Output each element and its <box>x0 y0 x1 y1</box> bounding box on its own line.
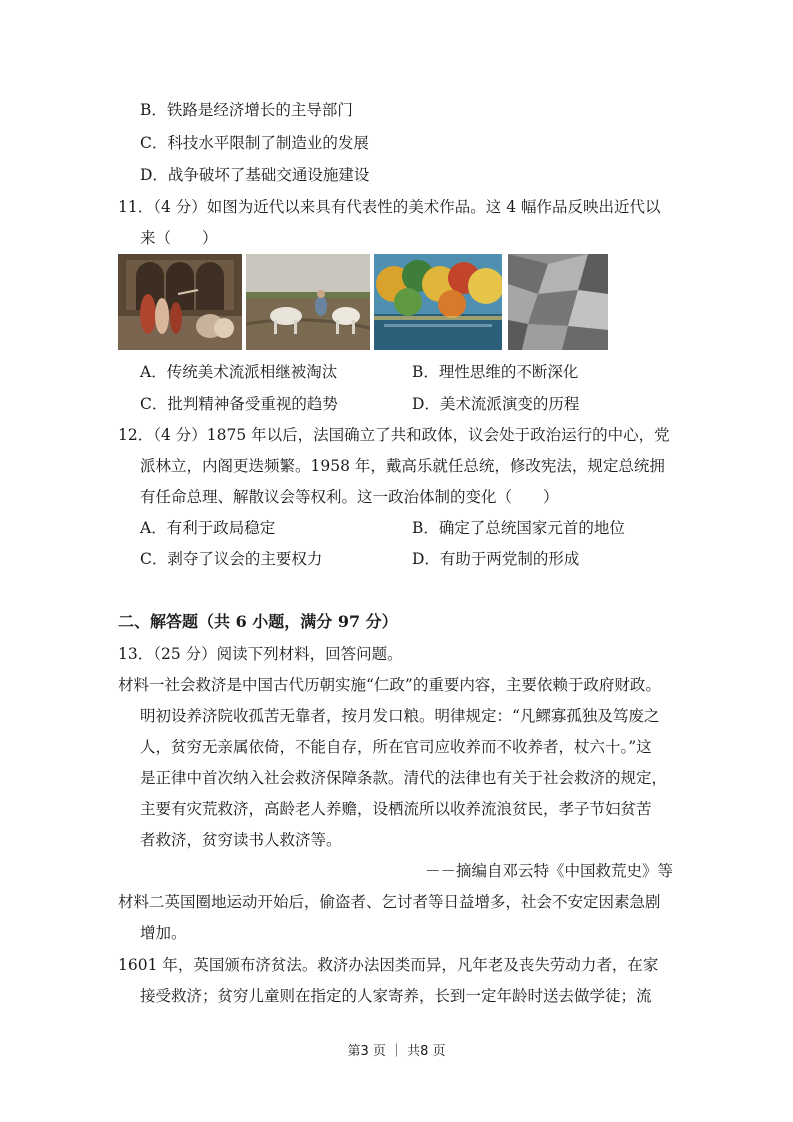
q13-material1-line3: 人，贫穷无亲属依倚，不能自存，所在官司应收养而不收养者，杖六十。”这 <box>140 738 652 756</box>
q13-material1-line1: 材料一社会救济是中国古代历朝实施“仁政”的重要内容，主要依赖于政府财政。 <box>118 676 661 694</box>
q13-material1-line4: 是正律中首次纳入社会救济保障条款。清代的法律也有关于社会救济的规定， <box>140 769 668 787</box>
q10-option-d: D．战争破坏了基础交通设施建设 <box>140 166 370 184</box>
q12-stem-line1: 12．（4 分）1875 年以后，法国确立了共和政体，议会处于政治运行的中心，党 <box>118 426 670 444</box>
page-footer: 第3 页 ｜ 共8 页 <box>347 1044 446 1059</box>
q12-option-b: B．确定了总统国家元首的地位 <box>412 519 625 537</box>
q13-material1-line6: 者救济，贫穷读书人救济等。 <box>140 831 342 849</box>
q13-material1-line2: 明初设养济院收孤苦无靠者，按月发口粮。明律规定：“凡鳏寡孤独及笃废之 <box>140 707 660 725</box>
q13-material2-line2: 增加。 <box>140 924 187 942</box>
q11-option-d: D．美术流派演变的历程 <box>412 395 580 413</box>
q11-option-c: C．批判精神备受重视的趋势 <box>140 395 338 413</box>
q13-material2-line1: 材料二英国圈地运动开始后，偷盗者、乞讨者等日益增多，社会不安定因素急剧 <box>118 893 661 911</box>
q12-stem-line3: 有任命总理、解散议会等权利。这一政治体制的变化（ ） <box>140 488 559 506</box>
q11-stem-line1: 11．（4 分）如图为近代以来具有代表性的美术作品。这 4 幅作品反映出近代以 <box>118 198 661 216</box>
q13-material1-source: －－摘编自邓云特《中国救荒史》等 <box>424 862 673 880</box>
painting-cubist-abstract <box>508 254 608 350</box>
q11-stem-line2: 来（ ） <box>140 229 218 247</box>
q13-material2-line3: 1601 年，英国颁布济贫法。救济办法因类而异，凡年老及丧失劳动力者，在家 <box>118 956 659 974</box>
q13-stem: 13．（25 分）阅读下列材料，回答问题。 <box>118 645 403 663</box>
painting-realist-plough <box>246 254 370 350</box>
q11-option-b: B．理性思维的不断深化 <box>412 363 579 381</box>
painting-neoclassical <box>118 254 242 350</box>
q10-option-c: C．科技水平限制了制造业的发展 <box>140 134 369 152</box>
painting-impressionist-trees <box>374 254 502 350</box>
q13-material1-line5: 主要有灾荒救济，高龄老人养赡，设栖流所以收养流浪贫民，孝子节妇贫苦 <box>140 800 652 818</box>
q10-option-b: B．铁路是经济增长的主导部门 <box>140 101 353 119</box>
q11-option-a: A．传统美术流派相继被淘汰 <box>140 363 338 381</box>
q12-stem-line2: 派林立，内阁更迭频繁。1958 年，戴高乐就任总统，修改宪法，规定总统拥 <box>140 457 665 475</box>
q12-option-c: C．剥夺了议会的主要权力 <box>140 550 323 568</box>
q13-material2-line4: 接受救济；贫穷儿童则在指定的人家寄养，长到一定年龄时送去做学徒；流 <box>140 987 652 1005</box>
artwork-images <box>118 254 608 350</box>
section-title: 二、解答题（共 6 小题，满分 97 分） <box>118 612 398 631</box>
q12-option-d: D．有助于两党制的形成 <box>412 550 580 568</box>
q12-option-a: A．有利于政局稳定 <box>140 519 276 537</box>
